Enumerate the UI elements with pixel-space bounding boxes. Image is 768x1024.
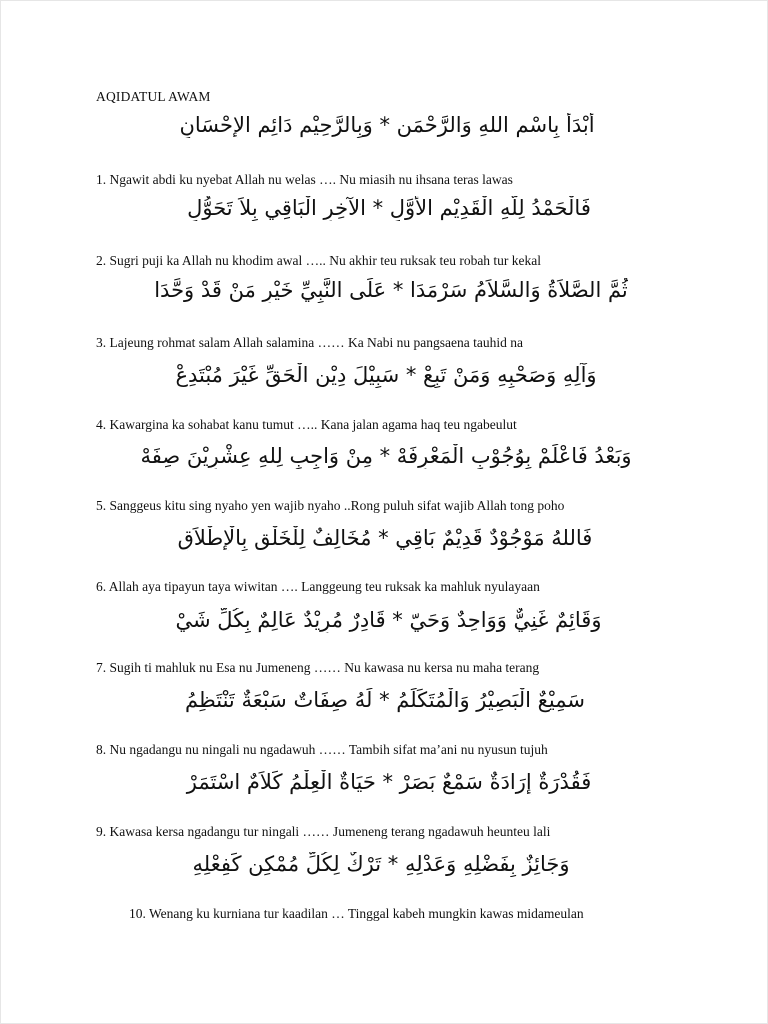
verse-10-translation: 10. Wenang ku kurniana tur kaadilan … Tinggal kabeh mungkin kawas midameulan bbox=[129, 906, 584, 921]
verse-5-arabic: فَاللهُ مَوْجُوْدٌ قَدِيْمٌ بَاقِي * مُخَالِفٌ لِلْخَلْقِ بِالْإِطْلاَقِ bbox=[177, 526, 593, 550]
verse-4-translation: 4. Kawargina ka sohabat kanu tumut ….. Kana jalan agama haq teu ngabeulut bbox=[96, 417, 517, 432]
verse-1-arabic: فَالْحَمْدُ لِلَّهِ الْقَدِيْمِ الأَوَّلِ * الآخِرِ الْبَاقِي بِلاَ تَحَوُّلِ bbox=[187, 196, 591, 220]
verse-2-arabic: ثُمَّ الصَّلاَةُ وَالسَّلاَمُ سَرْمَدَا * عَلَى النَّبِيِّ خَيْرِ مَنْ قَدْ وَحَّدَا bbox=[154, 278, 628, 302]
verse-6-arabic: وَقَائِمٌ غَنِيٌّ وَوَاحِدٌ وَحَيّ * قَادِرٌ مُرِيْدٌ عَالِمٌ بِكُلِّ شَيْ bbox=[175, 608, 602, 632]
verse-3-arabic: وَآلِهِ وَصَحْبِهِ وَمَنْ تَبِعْ * سَبِيْلَ دِيْنِ الْحَقِّ غَيْرَ مُبْتَدِعْ bbox=[175, 363, 597, 387]
verse-8-translation: 8. Nu ngadangu nu ningali nu ngadawuh …… Tambih sifat ma’ani nu nyusun tujuh bbox=[96, 742, 548, 757]
document-title: AQIDATUL AWAM bbox=[96, 89, 211, 104]
verse-1-translation: 1. Ngawit abdi ku nyebat Allah nu welas …. Nu miasih nu ihsana teras lawas bbox=[96, 172, 513, 187]
opening-arabic-verse: أَبْدَأُ بِاسْمِ اللهِ وَالرَّحْمَنِ * وَبِالرَّحِيْمِ دَائِمِ الإِحْسَانِ bbox=[179, 113, 595, 137]
verse-3-translation: 3. Lajeung rohmat salam Allah salamina …… Ka Nabi nu pangsaena tauhid na bbox=[96, 335, 524, 350]
verse-6-translation: 6. Allah aya tipayun taya wiwitan …. Langgeung teu ruksak ka mahluk nyulayaan bbox=[96, 579, 540, 594]
verse-9-arabic: وَجَائِزٌ بِفَضْلِهِ وَعَدْلِهِ * تَرْكٌ لِكُلِّ مُمْكِنٍ كَفِعْلِهِ bbox=[192, 852, 570, 876]
verse-7-arabic: سَمِيْعٌ الْبَصِيْرُ وَالْمُتَكَلِّمُ * لَهُ صِفَاتٌ سَبْعَةٌ تَنْتَظِمُ bbox=[185, 688, 585, 712]
verse-7-translation: 7. Sugih ti mahluk nu Esa nu Jumeneng …… Nu kawasa nu kersa nu maha terang bbox=[96, 660, 540, 675]
verse-2-translation: 2. Sugri puji ka Allah nu khodim awal ….. Nu akhir teu ruksak teu robah tur kekal bbox=[96, 253, 542, 268]
verse-9-translation: 9. Kawasa kersa ngadangu tur ningali …… Jumeneng terang ngadawuh heunteu lali bbox=[96, 824, 551, 839]
verse-4-arabic: وَبَعْدُ فَاعْلَمْ بِوُجُوْبِ الْمَعْرِفَهْ * مِنْ وَاجِبٍ لِلهِ عِشْرِيْنَ صِفَهْ bbox=[140, 444, 632, 468]
verse-8-arabic: فَقُدْرَةٌ إِرَادَةٌ سَمْعٌ بَصَرْ * حَيَاةٌ الْعِلْمُ كَلاَمٌ اسْتَمَرْ bbox=[186, 770, 592, 794]
verse-5-translation: 5. Sanggeus kitu sing nyaho yen wajib nyaho ..Rong puluh sifat wajib Allah tong poho bbox=[96, 498, 565, 513]
